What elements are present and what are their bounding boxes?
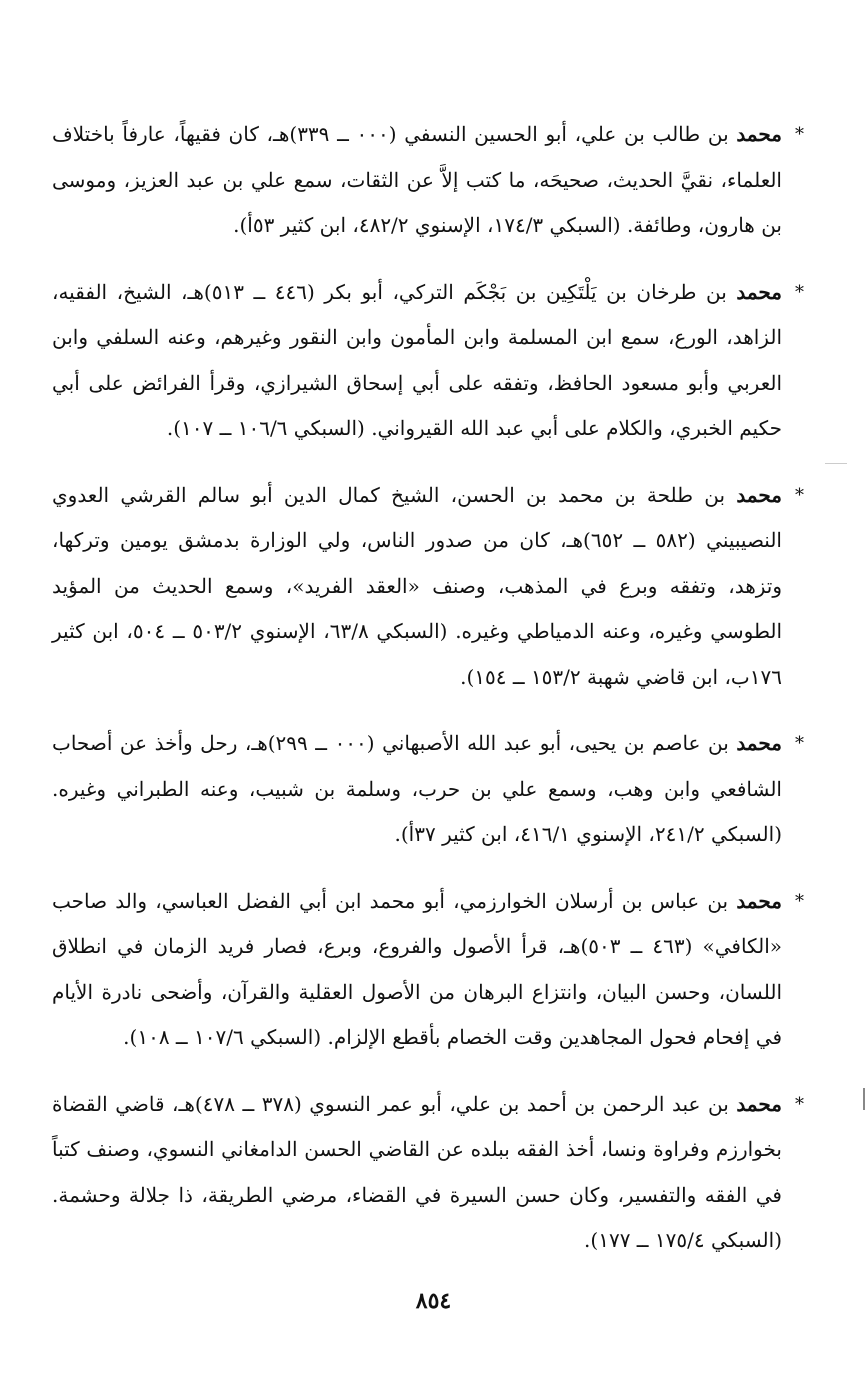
biography-entry <box>52 112 804 249</box>
entry-text: بن طالب بن علي، أبو الحسين النسفي (٠٠٠ ــ ٣٣٩)هـ، كان فقيهاً، عارفاً باختلاف العلماء، نقيَّ الحديث، صحيحَه، ما كتب إلاَّ عن الثقات، سمع علي بن عبد العزيز، وموسى بن هارون، وطائفة. (السبكي ١٧٤/٣، الإسنوي ٤٨٢/٢، ابن كثير ٥٣أ). <box>52 122 782 237</box>
asterisk-icon: * <box>795 733 804 754</box>
asterisk-icon: * <box>795 484 804 506</box>
biography-entry <box>52 721 804 858</box>
biography-entry <box>52 270 804 452</box>
entry-text: بن طلحة بن محمد بن الحسن، الشيخ كمال الدين أبو سالم القرشي العدوي النصيبيني (٥٨٢ ــ ٦٥٢)هـ، كان من صدور الناس، ولي الوزارة بدمشق يومين وتركها، وتزهد، وتفقه وبرع في المذهب، وصنف «العقد الفريد»، وسمع الحديث من المؤيد الطوسي وغيره، وعنه الدمياطي وغيره. (السبكي ٦٣/٨، الإسنوي ٥٠٣/٢ ــ ٥٠٤، ابن كثير ١٧٦ب، ابن قاضي شهبة ١٥٣/٢ ــ ١٥٤). <box>52 482 783 689</box>
biography-entry <box>52 1082 804 1264</box>
entry-text: بن عباس بن أرسلان الخوارزمي، أبو محمد ابن أبي الفضل العباسي، والد صاحب «الكافي» (٤٦٣ ــ ٥٠٣)هـ، قرأ الأصول والفروع، وبرع، فصار فريد الزمان في انطلاق اللسان، وحسن البيان، وانتزاع البرهان من الأصول العقلية والقرآن، وأضحى نادرة الأيام في إفحام فحول المجاهدين وقت الخصام بأقطع الإلزام. (السبكي ١٠٧/٦ ــ ١٠٨). <box>52 888 782 1049</box>
biography-entry <box>52 473 804 701</box>
biography-entry <box>52 879 804 1061</box>
entry-text: بن عاصم بن يحيى، أبو عبد الله الأصبهاني (٠٠٠ ــ ٢٩٩)هـ، رحل وأخذ عن أصحاب الشافعي وابن وهب، وسمع علي بن حرب، وسلمة بن شبيب، وعنه الطبراني وغيره. (السبكي ٢٤١/٢، الإسنوي ٤١٦/١، ابن كثير ٣٧أ). <box>52 731 782 846</box>
asterisk-icon: * <box>795 890 804 912</box>
scan-margin-mark <box>825 463 847 464</box>
entry-name: محمد <box>736 279 783 304</box>
biography-entries <box>52 112 804 1285</box>
entry-name: محمد <box>736 482 782 507</box>
entry-name: محمد <box>736 731 782 755</box>
entry-name: محمد <box>736 1091 782 1116</box>
entry-text: بن عبد الرحمن بن أحمد بن علي، أبو عمر النسوي (٣٧٨ ــ ٤٧٨)هـ، قاضي القضاة بخوارزم وفراوة ونسا، أخذ الفقه ببلده عن القاضي الحسن الدامغاني النسوي، وصنف كتباً في الفقه والتفسير، وكان حسن السيرة في القضاء، مرضي الطريقة، ذا جلالة وحشمة. (السبكي ١٧٥/٤ ــ ١٧٧). <box>52 1091 782 1252</box>
scan-edge-mark <box>863 1088 865 1110</box>
entry-name: محمد <box>736 888 782 913</box>
entry-text: بن طرخان بن يَلْتَكِين بن بَجْكَم التركي، أبو بكر (٤٤٦ ــ ٥١٣)هـ، الشيخ، الفقيه، الزاهد، الورع، سمع ابن المسلمة وابن المأمون وابن النقور وغيرهم، وعنه السلفي وابن العربي وأبو مسعود الحافظ، وتفقه على أبي إسحاق الشيرازي، وقرأ الفرائض على أبي حكيم الخبري، والكلام على أبي عبد الله القيرواني. (السبكي ١٠٦/٦ ــ ١٠٧). <box>52 279 782 440</box>
asterisk-icon: * <box>795 124 804 145</box>
asterisk-icon: * <box>795 1093 804 1115</box>
asterisk-icon: * <box>795 281 804 303</box>
page-number: ٨٥٤ <box>415 1288 452 1314</box>
entry-name: محمد <box>736 122 782 146</box>
